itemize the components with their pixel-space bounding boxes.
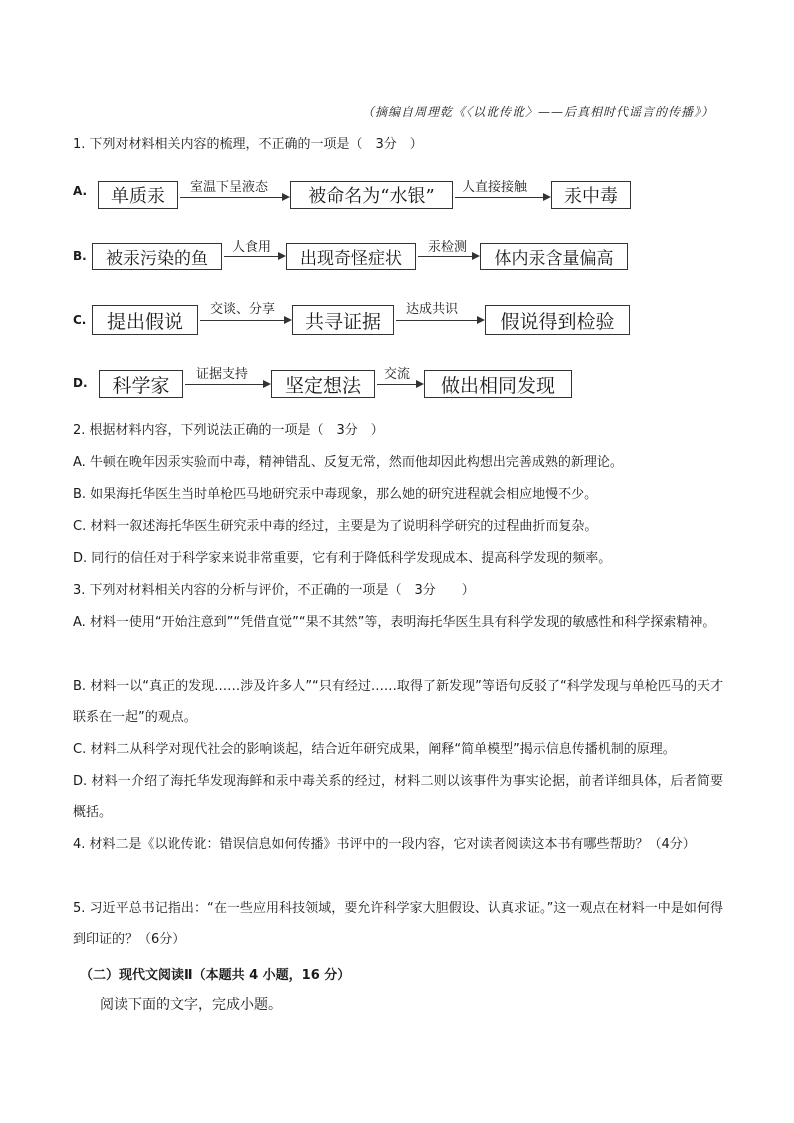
q5-text: 5. 习近平总书记指出：“在一些应用科技领域，要允许科学家大胆假设、认真求证。”这一观点在材料一中是如何得到印证的？（6分） (73, 901, 723, 947)
q1-d-box-1: 科学家 (99, 370, 183, 398)
q1-a-arrow-1-label: 室温下呈液态 (190, 180, 269, 195)
q1-option-d-label: D. (73, 376, 88, 390)
q1-a-arrow-1 (180, 197, 288, 198)
q1-a-box-1: 单质汞 (98, 181, 178, 209)
q2-option-b: B. 如果海托华医生当时单枪匹马地研究汞中毒现象，那么她的研究进程就会相应地慢不少。 (73, 487, 598, 502)
q1-b-arrow-1 (224, 256, 284, 257)
q3-option-a: A. 材料一使用“开始注意到”“凭借直觉”“果不其然”等，表明海托华医生具有科学发现的敏感性和科学探索精神。 (73, 615, 716, 630)
q1-d-box-2: 坚定想法 (271, 370, 375, 398)
q4-text: 4. 材料二是《以讹传讹：错误信息如何传播》书评中的一段内容，它对读者阅读这本书有哪些帮助？（4分） (73, 837, 696, 852)
q1-c-arrow-2-label: 达成共识 (406, 302, 459, 317)
q1-b-arrow-2 (418, 256, 478, 257)
q1-d-arrow-2 (377, 384, 422, 385)
q1-option-c-label: C. (73, 313, 87, 327)
q1-a-arrow-2 (455, 197, 549, 198)
q2-option-a: A. 牛顿在晚年因汞实验而中毒，精神错乱、反复无常，然而他却因此构想出完善成熟的新理论。 (73, 455, 623, 470)
q3-option-b: B. 材料一以“真正的发现……涉及许多人”“只有经过……取得了新发现”等语句反驳了“科学发现与单枪匹马的天才联系在一起”的观点。 (73, 679, 723, 725)
reading-instruction: 阅读下面的文字，完成小题。 (100, 997, 282, 1013)
q1-c-box-2: 共寻证据 (292, 305, 394, 335)
q2-stem: 2. 根据材料内容，下列说法正确的一项是（ 3分 ） (73, 423, 384, 438)
source-citation: （摘编自周理乾《〈以讹传讹〉——后真相时代谣言的传播》） (361, 105, 714, 119)
q1-a-box-2: 被命名为“水银” (290, 181, 453, 209)
q1-a-arrow-2-label: 人直接接触 (462, 180, 528, 195)
q2-option-d: D. 同行的信任对于科学家来说非常重要，它有利于降低科学发现成本、提高科学发现的频率。 (73, 551, 612, 566)
q1-b-box-3: 体内汞含量偏高 (480, 243, 628, 270)
q1-option-b-label: B. (73, 249, 87, 263)
q1-b-box-1: 被汞污染的鱼 (92, 243, 222, 270)
q3-option-c: C. 材料二从科学对现代社会的影响谈起，结合近年研究成果，阐释“简单模型”揭示信息传播机制的原理。 (73, 742, 676, 757)
q2-option-c: C. 材料一叙述海托华医生研究汞中毒的经过，主要是为了说明科学研究的过程曲折而复杂。 (73, 519, 598, 534)
q1-d-arrow-1-label: 证据支持 (196, 367, 249, 382)
q3-option-d: D. 材料一介绍了海托华发现海鲜和汞中毒关系的经过，材料二则以该事件为事实论据，前者详细具体，后者简要概括。 (73, 774, 723, 820)
q1-d-arrow-2-label: 交流 (384, 367, 411, 382)
q1-c-arrow-1-label: 交谈、分享 (210, 302, 276, 317)
q1-stem: 1. 下列对材料相关内容的梳理，不正确的一项是（ 3分 ） (73, 137, 423, 152)
q1-c-box-1: 提出假说 (92, 305, 198, 335)
q1-c-arrow-2 (396, 320, 483, 321)
q1-option-a-label: A. (73, 184, 88, 198)
q1-a-box-3: 汞中毒 (551, 181, 631, 209)
section-heading: （二）现代文阅读Ⅱ（本题共 4 小题，16 分） (80, 968, 351, 983)
q1-d-box-3: 做出相同发现 (424, 370, 572, 398)
q1-b-arrow-1-label: 人食用 (232, 240, 272, 255)
q1-c-arrow-1 (200, 320, 290, 321)
q3-stem: 3. 下列对材料相关内容的分析与评价，不正确的一项是（ 3分 ） (73, 583, 475, 598)
q1-b-box-2: 出现奇怪症状 (286, 243, 416, 270)
q1-b-arrow-2-label: 汞检测 (428, 240, 468, 255)
q1-d-arrow-1 (185, 384, 269, 385)
q1-c-box-3: 假说得到检验 (485, 305, 630, 335)
